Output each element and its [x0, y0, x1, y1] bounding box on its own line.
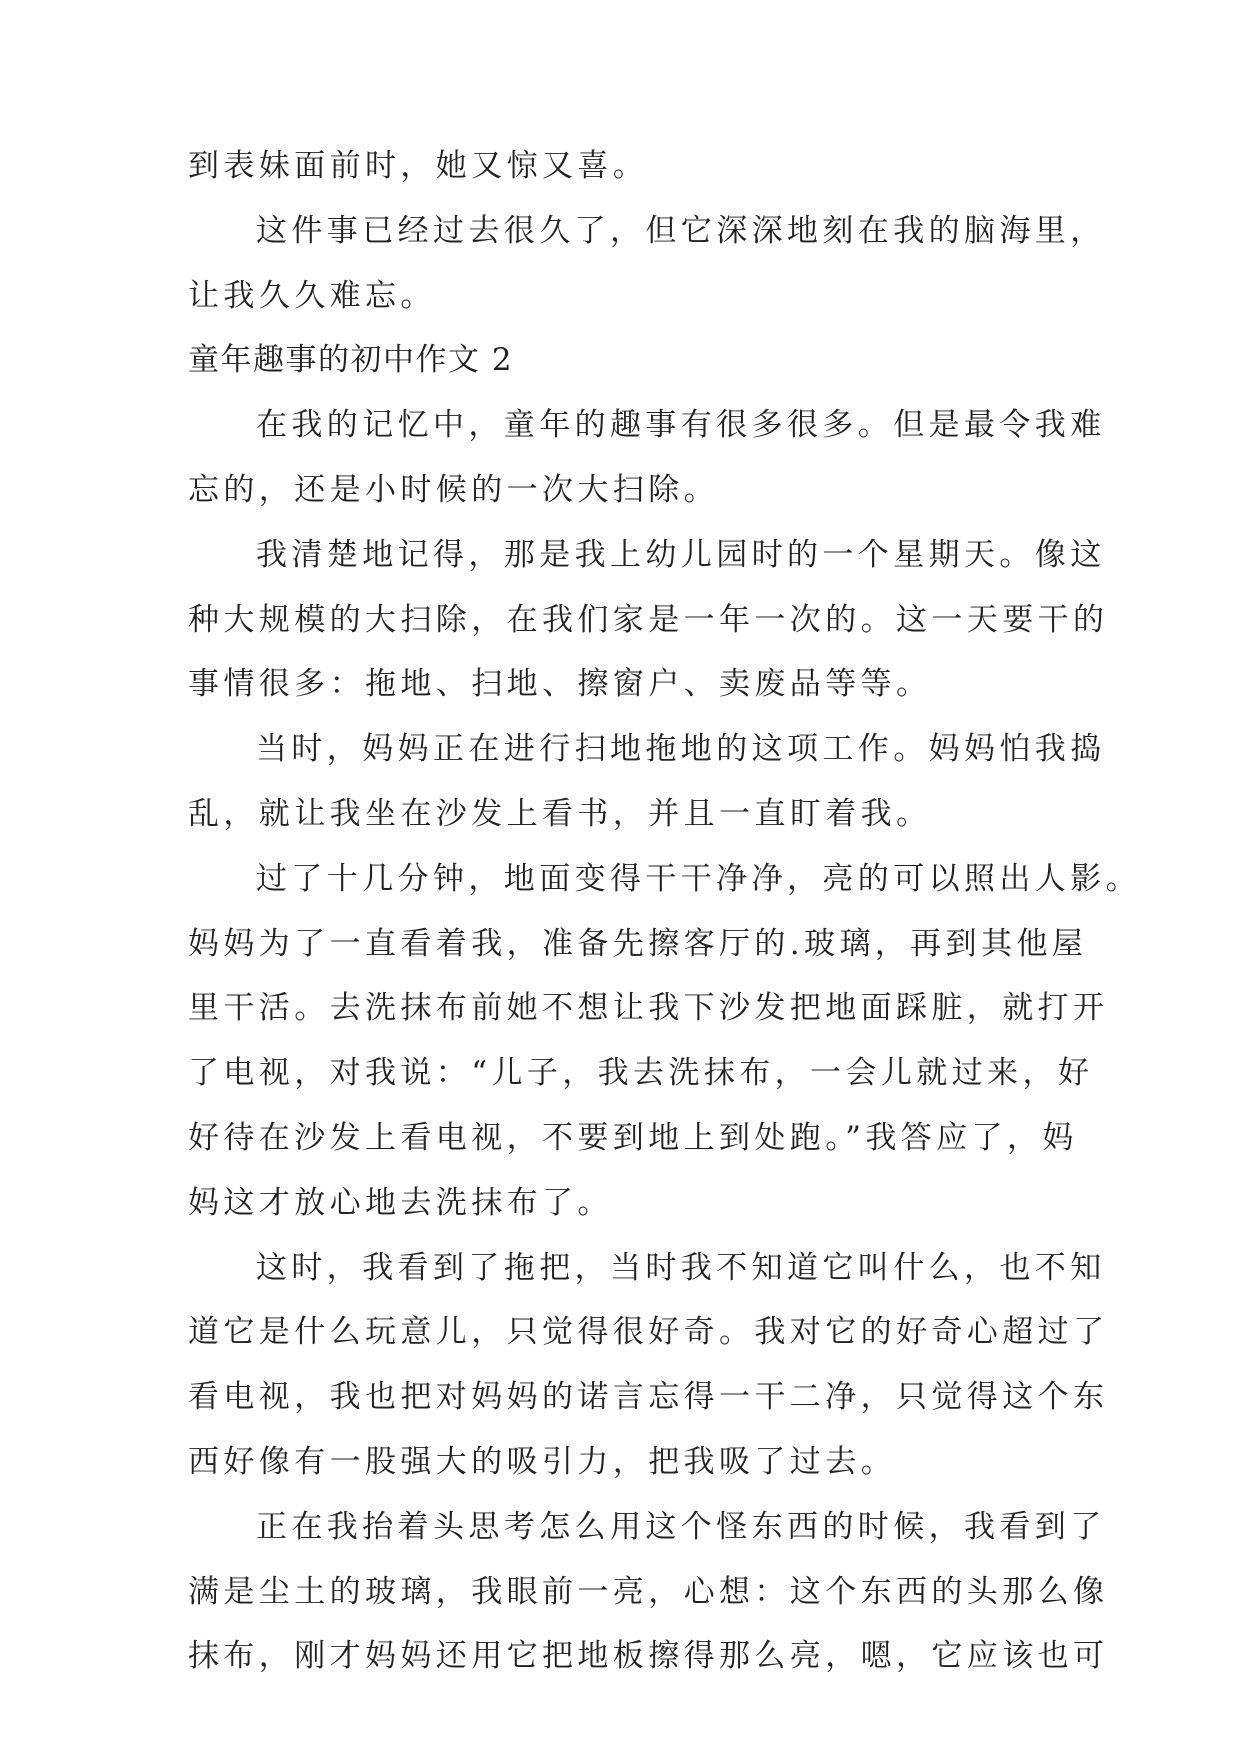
text-line: 抹布，刚才妈妈还用它把地板擦得那么亮，嗯，它应该也可 — [188, 1638, 1109, 1674]
paragraph-first-line: 过了十几分钟，地面变得干干净净，亮的可以照出人影。 — [256, 861, 1141, 897]
text-line: 事情很多：拖地、扫地、擦窗户、卖废品等等。 — [188, 666, 932, 702]
text-line: 满是尘土的玻璃，我眼前一亮，心想：这个东西的头那么像 — [188, 1574, 1109, 1610]
paragraph-first-line: 这件事已经过去很久了，但它深深地刻在我的脑海里， — [256, 213, 1106, 249]
paragraph-first-line: 在我的记忆中，童年的趣事有很多很多。但是最令我难 — [256, 407, 1106, 443]
paragraph-first-line: 我清楚地记得，那是我上幼儿园时的一个星期天。像这 — [256, 537, 1106, 573]
text-line: 忘的，还是小时候的一次大扫除。 — [188, 472, 719, 508]
text-line: 妈这才放心地去洗抹布了。 — [188, 1185, 613, 1221]
text-line: 看电视，我也把对妈妈的诺言忘得一干二净，只觉得这个东 — [188, 1379, 1109, 1415]
text-line: 让我久久难忘。 — [188, 278, 436, 314]
text-line: 妈妈为了一直看着我，准备先擦客厅的.玻璃，再到其他屋 — [188, 926, 1088, 962]
text-line: 西好像有一股强大的吸引力，把我吸了过去。 — [188, 1444, 896, 1480]
paragraph-first-line: 这时，我看到了拖把，当时我不知道它叫什么，也不知 — [256, 1250, 1106, 1286]
section-heading: 童年趣事的初中作文 2 — [188, 342, 514, 378]
text-line: 道它是什么玩意儿，只觉得很好奇。我对它的好奇心超过了 — [188, 1314, 1109, 1350]
text-line: 种大规模的大扫除，在我们家是一年一次的。这一天要干的 — [188, 602, 1109, 638]
text-line: 乱，就让我坐在沙发上看书，并且一直盯着我。 — [188, 796, 932, 832]
text-line: 好待在沙发上看电视，不要到地上到处跑。”我答应了，妈 — [188, 1120, 1078, 1156]
text-line: 了电视，对我说：“儿子，我去洗抹布，一会儿就过来，好 — [188, 1055, 1094, 1091]
text-line: 里干活。去洗抹布前她不想让我下沙发把地面踩脏，就打开 — [188, 990, 1109, 1026]
paragraph-first-line: 正在我抬着头思考怎么用这个怪东西的时候，我看到了 — [256, 1509, 1106, 1545]
text-line: 到表妹面前时，她又惊又喜。 — [188, 148, 649, 184]
paragraph-first-line: 当时，妈妈正在进行扫地拖地的这项工作。妈妈怕我捣 — [256, 731, 1106, 767]
